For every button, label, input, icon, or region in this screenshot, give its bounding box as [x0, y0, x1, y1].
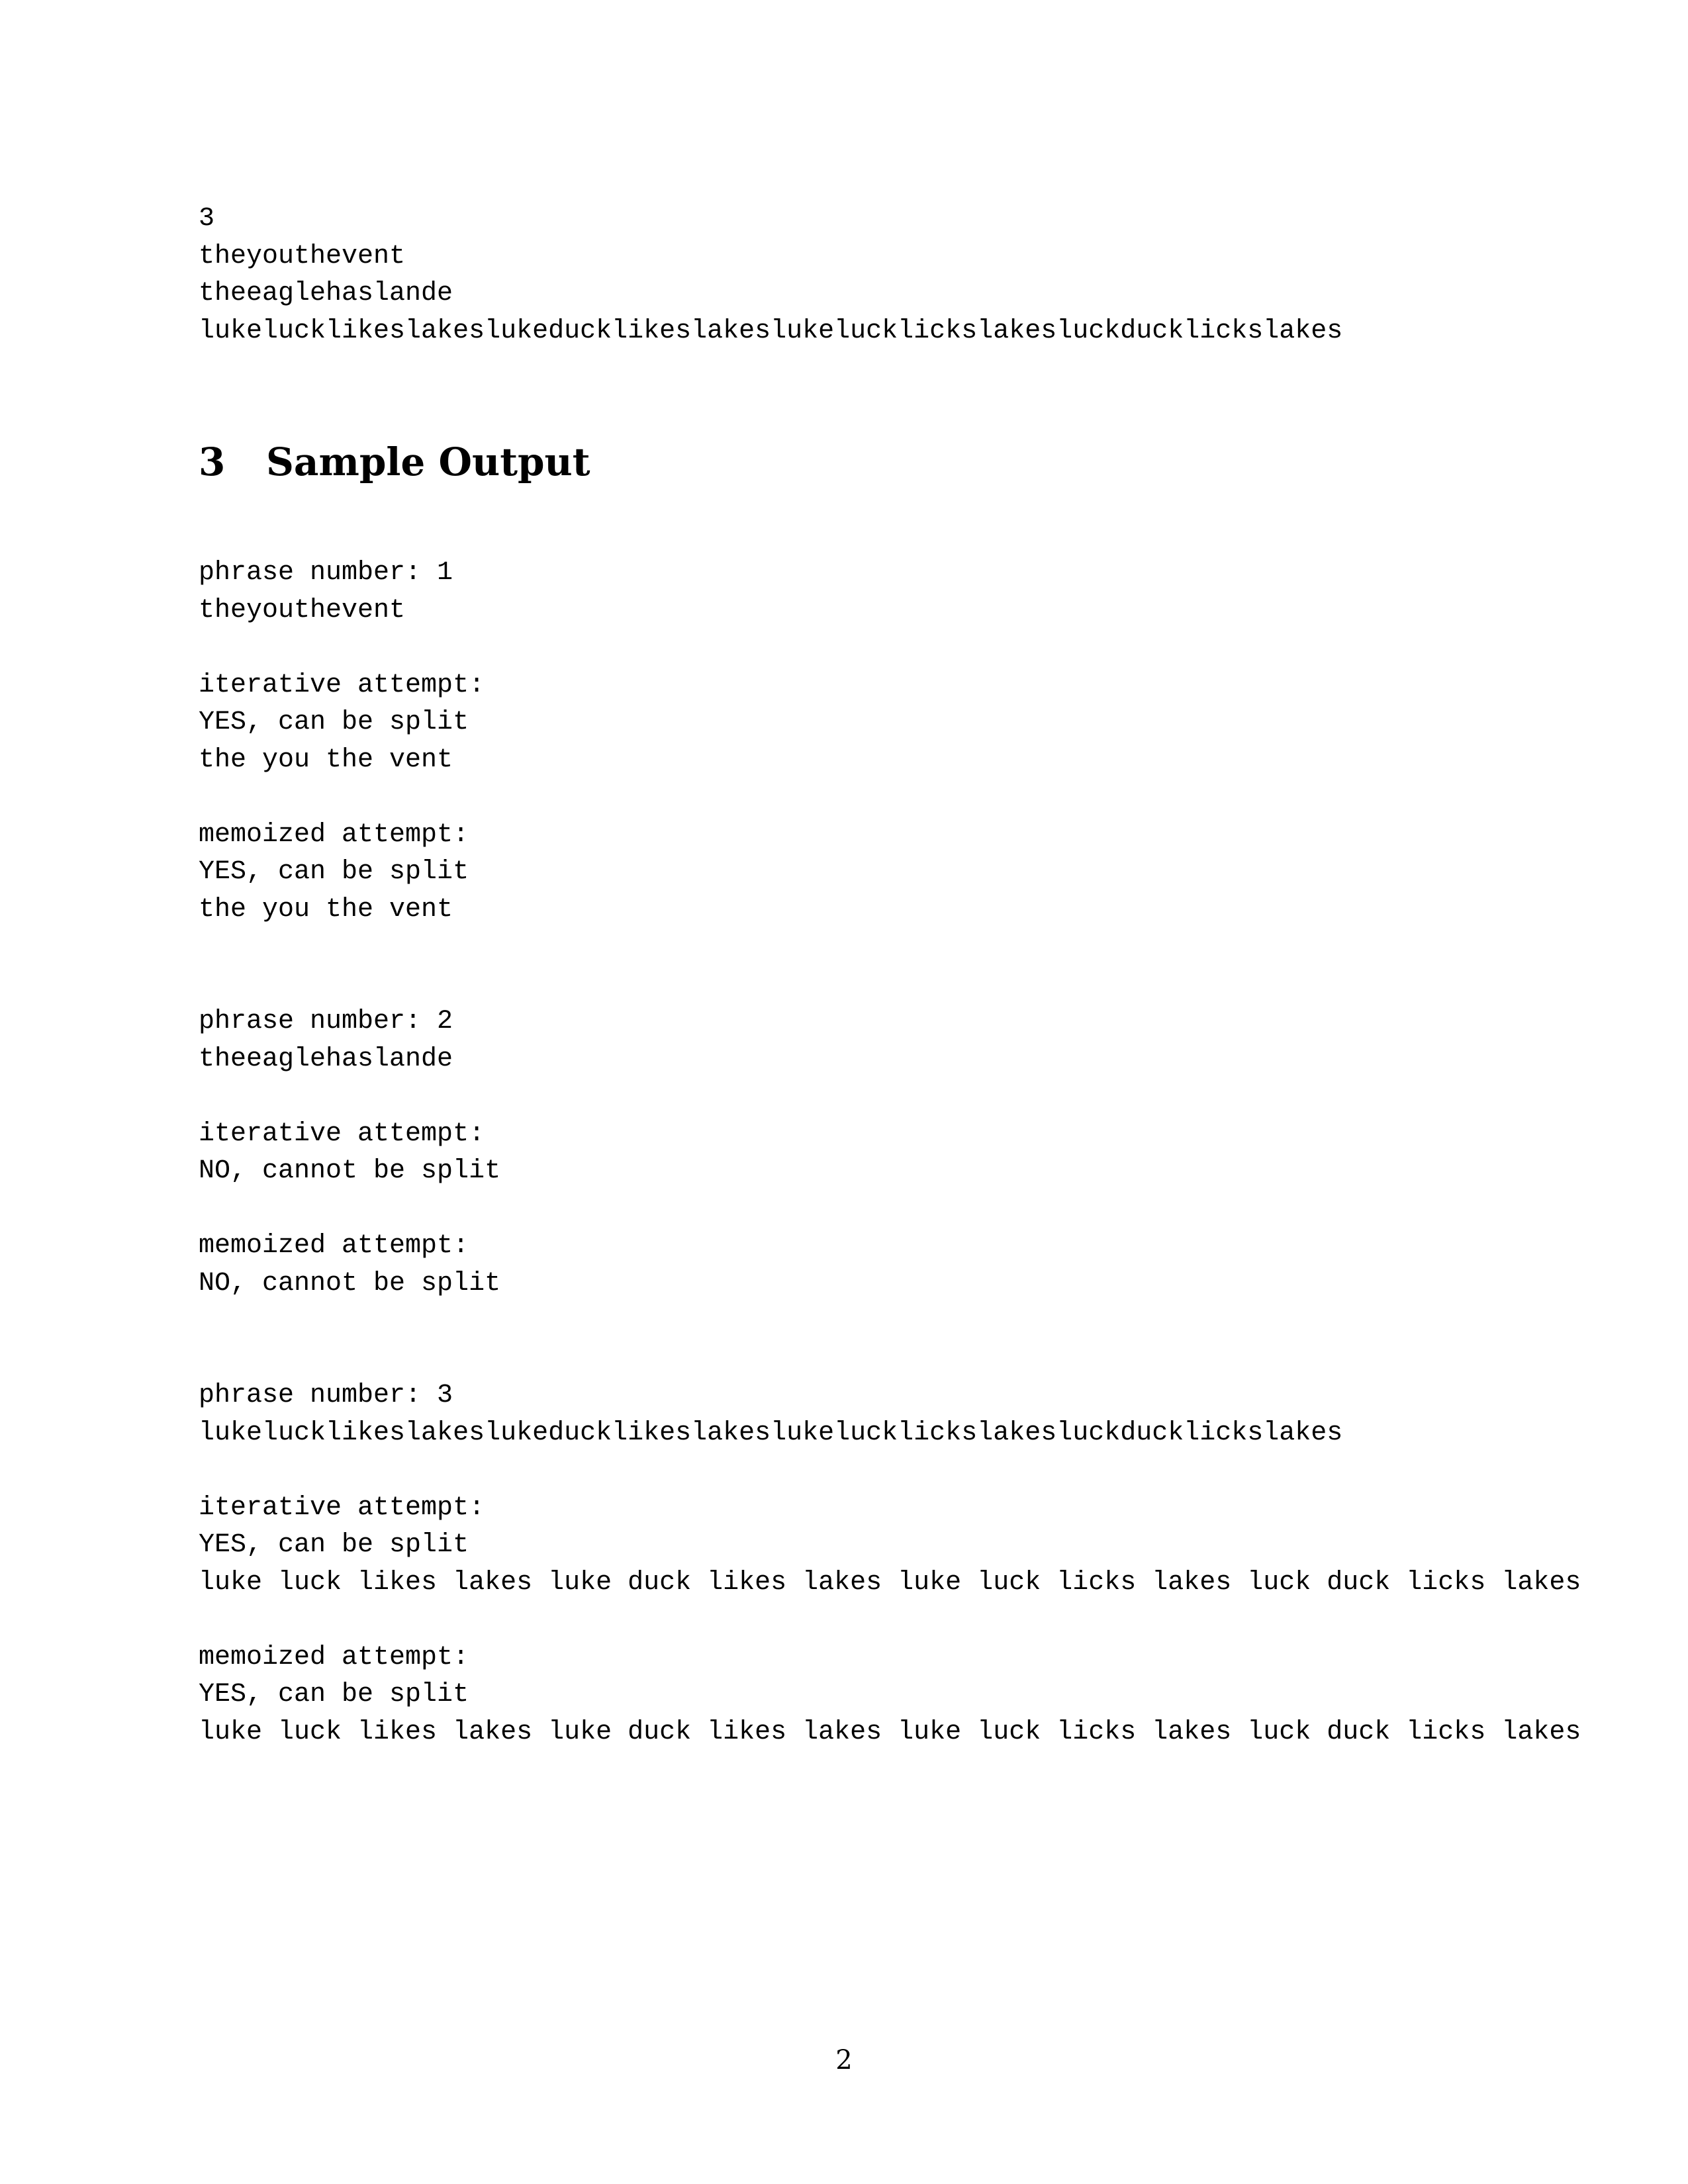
code-line: lukelucklikeslakeslukeducklikeslakeslukelucklickslakesluckducklickslakes — [199, 316, 1343, 346]
page-number: 2 — [835, 2045, 853, 2075]
blank-line — [199, 929, 1581, 966]
blank-line — [199, 1078, 1581, 1116]
blank-line — [199, 779, 1581, 817]
code-line: theeaglehaslande — [199, 279, 453, 308]
code-line: YES, can be split — [199, 707, 469, 737]
code-line: luke luck likes lakes luke duck likes lakes luke luck licks lakes luck duck licks lakes — [199, 1567, 1581, 1598]
code-line: YES, can be split — [199, 1530, 469, 1560]
code-line: NO, cannot be split — [199, 1268, 501, 1298]
sample-input-block — [199, 201, 1342, 350]
code-line: memoized attempt: — [199, 1642, 469, 1672]
code-line: 3 — [199, 204, 215, 234]
code-line: luke luck likes lakes luke duck likes lakes luke luck licks lakes luck duck licks lakes — [199, 1717, 1581, 1747]
code-line: phrase number: 2 — [199, 1007, 453, 1036]
code-line: theyouthevent — [199, 595, 406, 625]
code-line: memoized attempt: — [199, 1231, 469, 1261]
code-line: YES, can be split — [199, 857, 469, 887]
code-line: memoized attempt: — [199, 819, 469, 850]
blank-line — [199, 1340, 1581, 1378]
code-line: the you the vent — [199, 745, 453, 775]
code-line: phrase number: 1 — [199, 558, 453, 588]
sample-output-block — [199, 555, 1581, 1751]
blank-line — [199, 629, 1581, 667]
code-line: iterative attempt: — [199, 1118, 485, 1149]
blank-line — [199, 1452, 1581, 1490]
code-line: phrase number: 3 — [199, 1381, 453, 1410]
code-line: NO, cannot be split — [199, 1156, 501, 1186]
blank-line — [199, 1191, 1581, 1228]
section-number: 3 — [199, 439, 226, 484]
code-line: theyouthevent — [199, 241, 406, 271]
code-line: lukelucklikeslakeslukeducklikeslakeslukelucklickslakesluckducklickslakes — [199, 1418, 1343, 1448]
blank-line — [199, 1302, 1581, 1340]
code-line: the you the vent — [199, 894, 453, 925]
section-heading — [199, 435, 590, 488]
blank-line — [199, 1602, 1581, 1639]
code-line: YES, can be split — [199, 1680, 469, 1709]
code-line: theeaglehaslande — [199, 1044, 453, 1074]
section-title: Sample Output — [266, 439, 590, 484]
code-line: iterative attempt: — [199, 670, 485, 700]
code-line: iterative attempt: — [199, 1492, 485, 1523]
blank-line — [199, 966, 1581, 1004]
